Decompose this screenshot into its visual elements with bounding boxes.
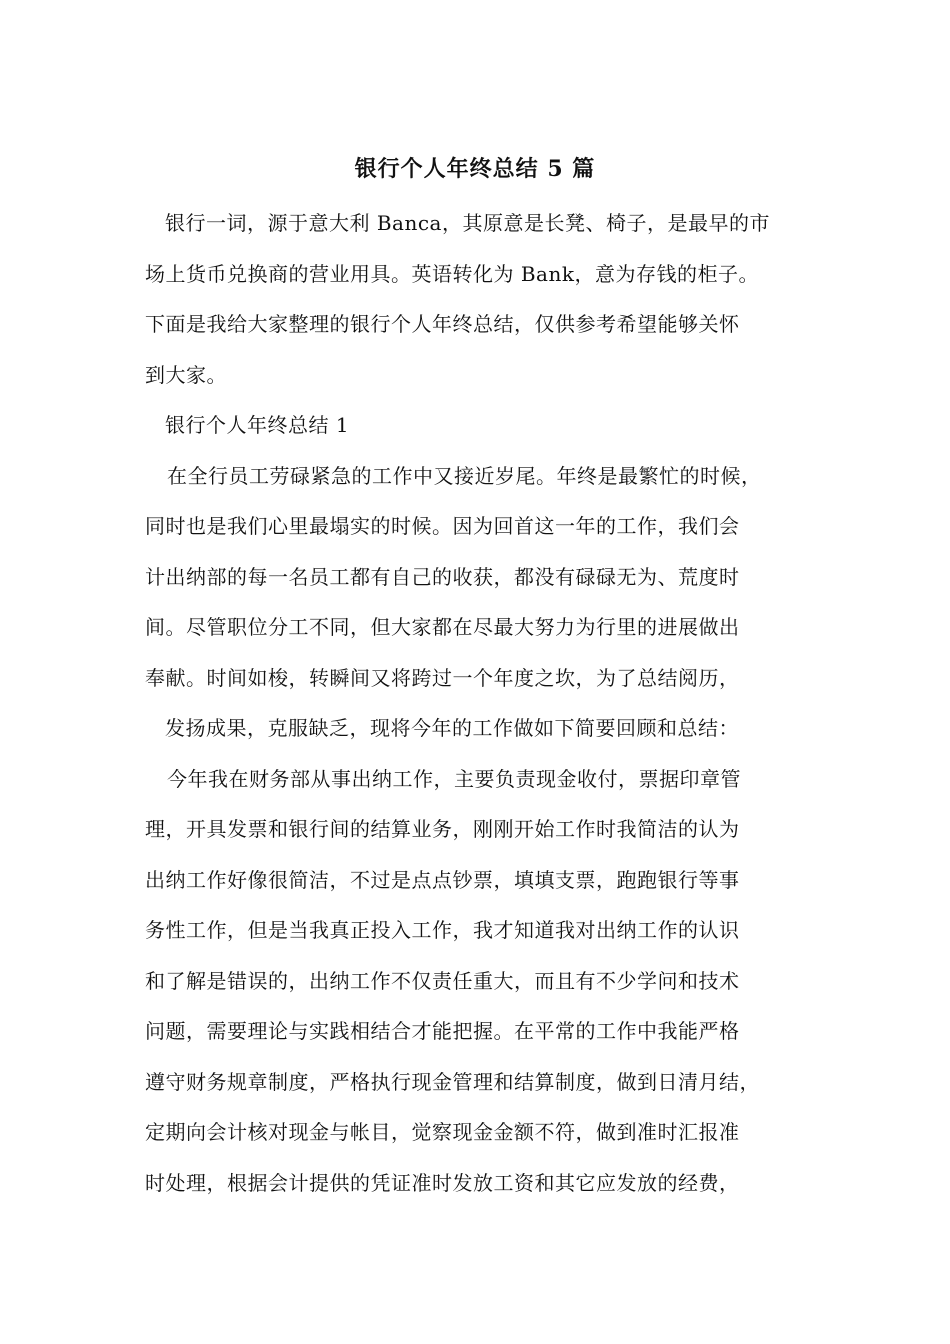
paragraph-line: 在全行员工劳碌紧急的工作中又接近岁尾。年终是最繁忙的时候， bbox=[167, 463, 762, 488]
paragraph-line: 遵守财务规章制度，严格执行现金管理和结算制度，做到日清月结， bbox=[145, 1069, 760, 1094]
paragraph-line: 下面是我给大家整理的银行个人年终总结，仅供参考希望能够关怀 bbox=[145, 312, 740, 336]
paragraph-line: 务性工作，但是当我真正投入工作，我才知道我对出纳工作的认识 bbox=[145, 918, 740, 942]
paragraph-line: 奉献。时间如梭，转瞬间又将跨过一个年度之坎，为了总结阅历， bbox=[145, 665, 740, 690]
section-heading: 银行个人年终总结 1 bbox=[165, 413, 350, 437]
paragraph-line: 时处理，根据会计提供的凭证准时发放工资和其它应发放的经费， bbox=[145, 1170, 740, 1195]
paragraph-line: 问题，需要理论与实践相结合才能把握。在平常的工作中我能严格 bbox=[145, 1019, 740, 1043]
paragraph-line: 发扬成果，克服缺乏，现将今年的工作做如下简要回顾和总结： bbox=[165, 716, 739, 740]
paragraph-line: 间。尽管职位分工不同，但大家都在尽最大努力为行里的进展做出 bbox=[145, 615, 740, 639]
paragraph-line: 理，开具发票和银行间的结算业务，刚刚开始工作时我简洁的认为 bbox=[145, 817, 740, 841]
paragraph-line: 计出纳部的每一名员工都有自己的收获，都没有碌碌无为、荒度时 bbox=[145, 564, 740, 589]
paragraph-line: 银行一词，源于意大利 Banca，其原意是长凳、椅子，是最早的市 bbox=[165, 211, 770, 235]
document-title: 银行个人年终总结 5 篇 bbox=[354, 156, 596, 182]
document-body bbox=[145, 205, 835, 1215]
paragraph-line: 场上货币兑换商的营业用具。英语转化为 Bank，意为存钱的柜子。 bbox=[145, 261, 759, 286]
paragraph-line: 出纳工作好像很简洁，不过是点点钞票，填填支票，跑跑银行等事 bbox=[145, 867, 740, 892]
paragraph-line: 定期向会计核对现金与帐目，觉察现金金额不符，做到准时汇报准 bbox=[145, 1120, 740, 1144]
paragraph-line: 和了解是错误的，出纳工作不仅责任重大，而且有不少学问和技术 bbox=[145, 968, 740, 993]
paragraph-line: 同时也是我们心里最塌实的时候。因为回首这一年的工作，我们会 bbox=[145, 514, 740, 538]
paragraph-line: 到大家。 bbox=[145, 362, 227, 387]
paragraph-line: 今年我在财务部从事出纳工作，主要负责现金收付，票据印章管 bbox=[167, 766, 741, 791]
